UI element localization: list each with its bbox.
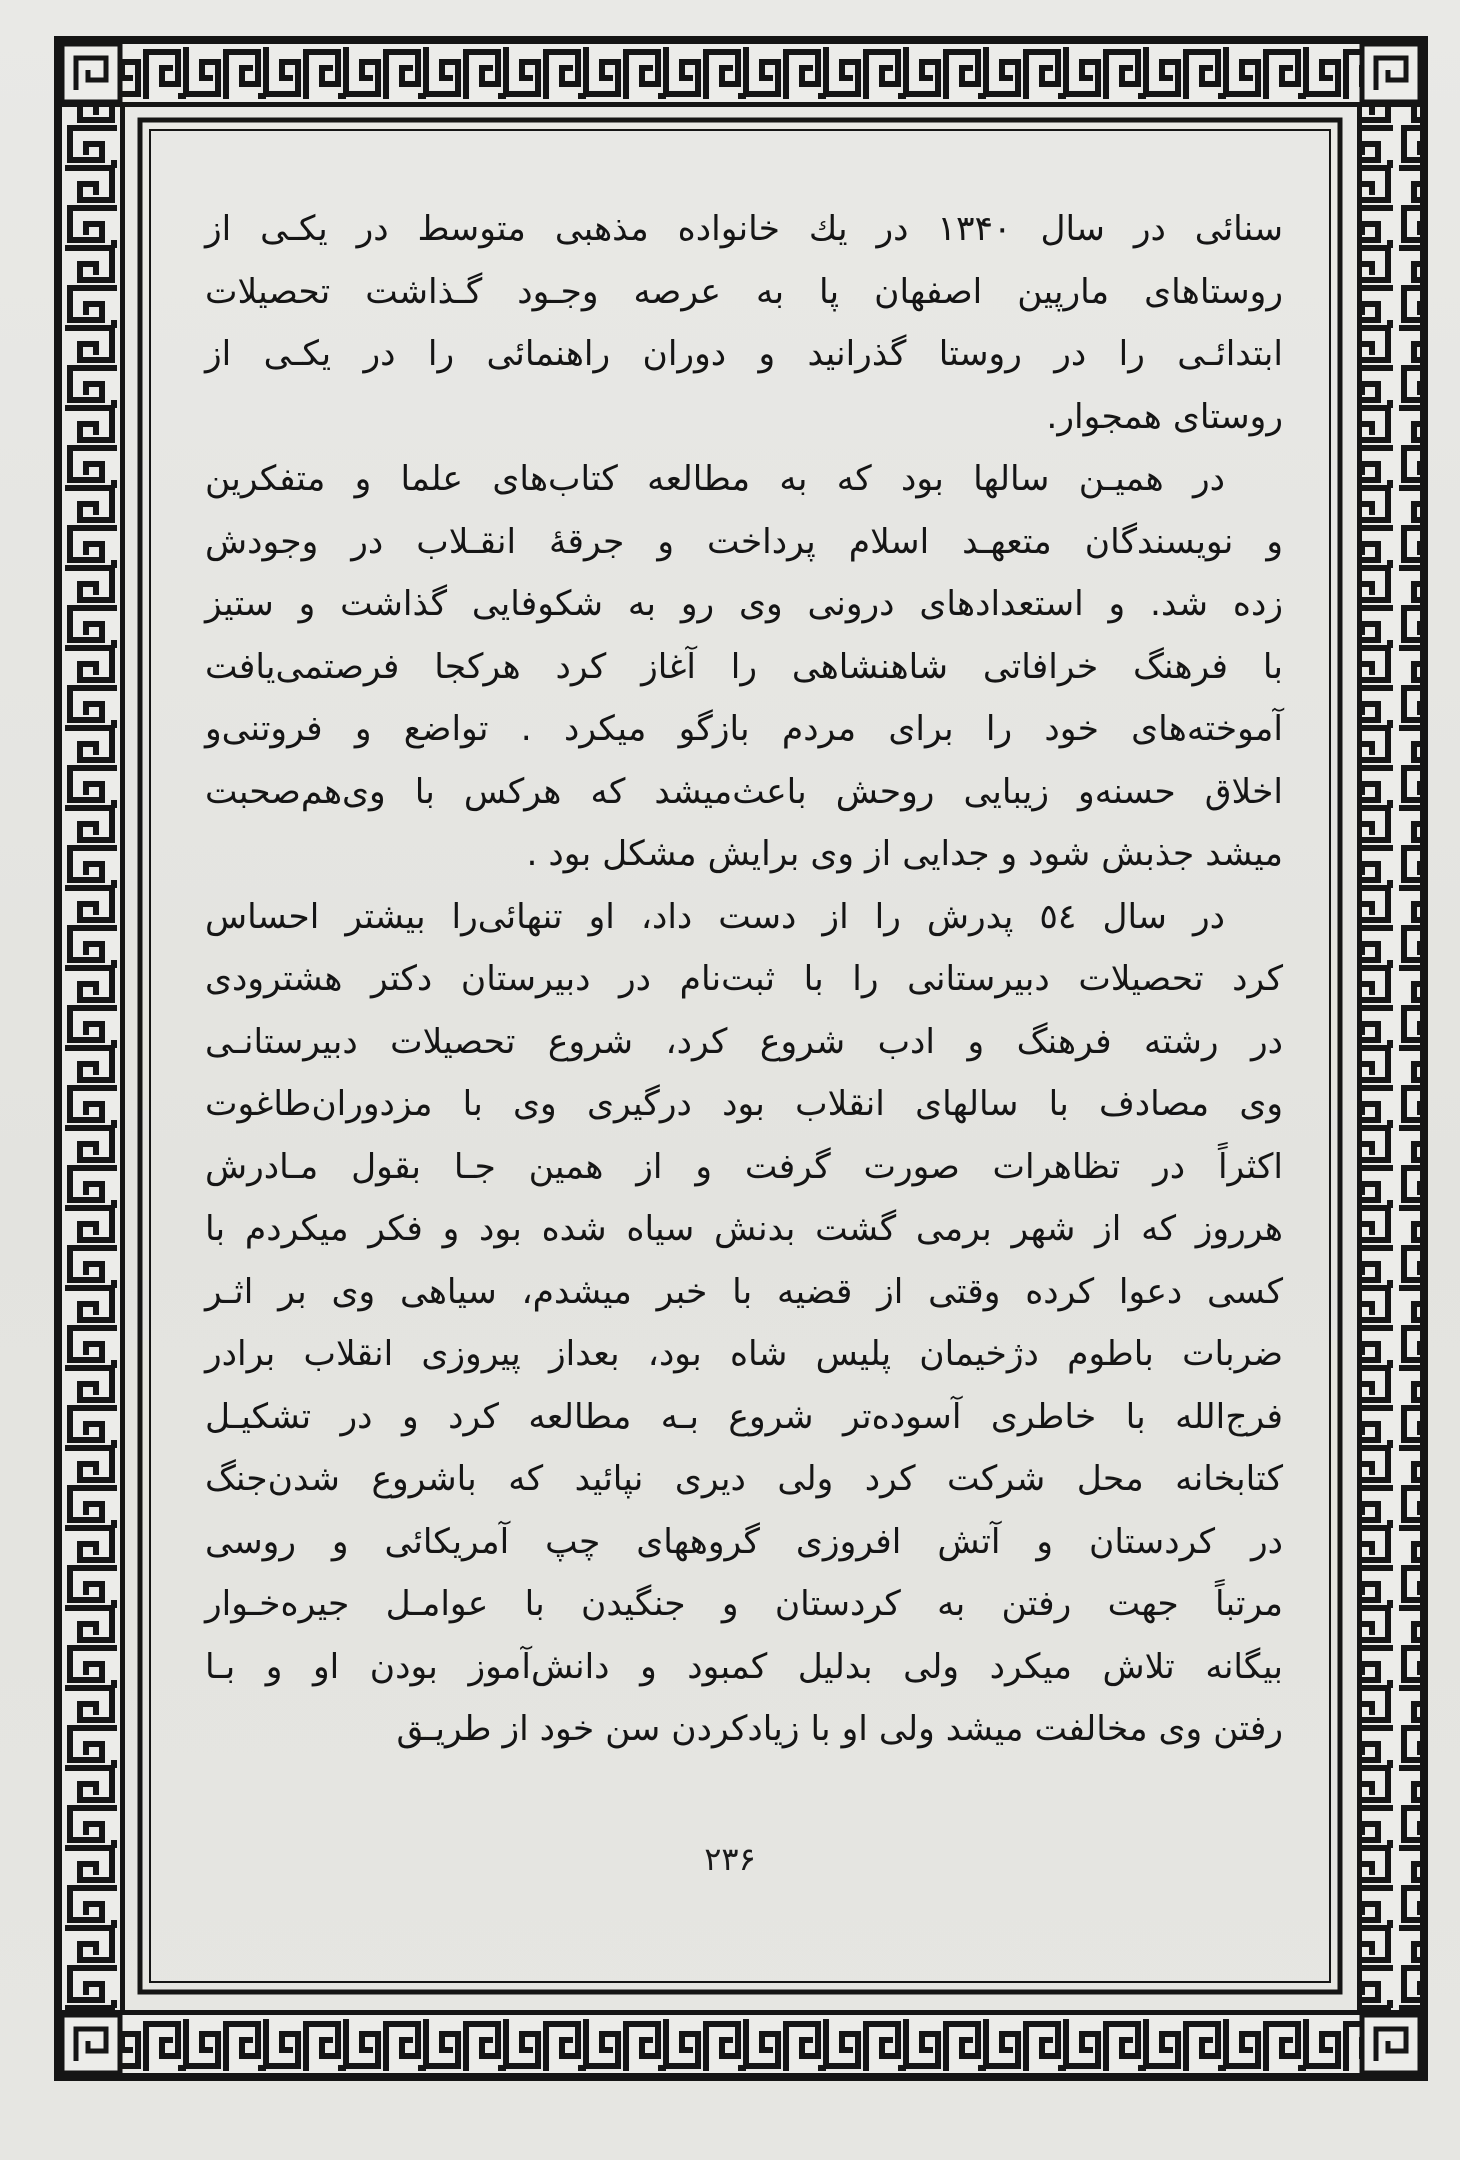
- text-line: وی مصادف با سالهای انقلاب بود درگیری وی با مزدوران‌طاغوت: [205, 1084, 1283, 1124]
- paragraph: [205, 448, 1283, 886]
- text-line: روستاهای مارپین اصفهان پا به عرصه وجـود گـذاشت تحصیلات: [205, 271, 1283, 312]
- text-line: آموخته‌های خود را برای مردم بازگو میکرد . تواضع و فروتنی‌و: [205, 709, 1283, 749]
- text-line: فرج‌الله با خاطری آسوده‌تر شروع بـه مطالعه کرد و در تشکیـل: [205, 1396, 1283, 1437]
- text-line: بیگانه تلاش میکرد ولی بدلیل کمبود و دانش‌آموز بودن او و بـا: [205, 1646, 1283, 1687]
- text-line: با فرهنگ خرافاتی شاهنشاهی را آغاز کرد هرکجا فرصتمی‌یافت: [205, 646, 1283, 687]
- paragraph: [205, 886, 1283, 1761]
- paragraph: [205, 198, 1283, 448]
- text-line: سنائی در سال ۱۳۴۰ در یك خانواده مذهبی متوسط در یکـی از: [205, 209, 1283, 249]
- text-line: و نویسندگان متعهـد اسلام پرداخت و جرقهٔ انقـلاب در وجودش: [205, 521, 1283, 562]
- text-line: کرد تحصیلات دبیرستانی را با ثبت‌نام در دبیرستان دکتر هشترودی: [205, 959, 1283, 999]
- text-line: میشد جذبش شود و جدایی از وی برایش مشکل بود .: [526, 834, 1283, 874]
- text-line: در سال ٥٤ پدرش را از دست داد، او تنهائی‌را بیشتر احساس: [205, 896, 1225, 937]
- text-line: هرروز که از شهر برمی گشت بدنش سیاه شده بود و فکر میکردم با: [205, 1209, 1283, 1249]
- text-line: کسی دعوا کرده وقتی از قضیه با خبر میشدم، سیاهی وی بر اثـر: [205, 1271, 1283, 1312]
- text-line: رفتن وی مخالفت میشد ولی او با زیادکردن سن خود از طریـق: [396, 1709, 1283, 1749]
- text-line: اخلاق حسنه‌و زیبایی روحش باعث‌میشد که هرکس با وی‌هم‌صحبت: [205, 771, 1283, 812]
- page-number: ۲۳۶: [704, 1840, 756, 1878]
- text-line: در کردستان و آتش افروزی گروههای چپ آمریکائی و روسی: [205, 1521, 1283, 1562]
- text-line: در رشته فرهنگ و ادب شروع کرد، شروع تحصیلات دبیرستانـی: [205, 1021, 1283, 1062]
- text-line: ابتدائـی را در روستا گذرانید و دوران راهنمائی را در یکـی از: [205, 334, 1283, 374]
- text-line: کتابخانه محل شرکت کرد ولی دیری نپائید که باشروع شدن‌جنگ: [205, 1459, 1283, 1499]
- text-line: در همیـن سالها بود که به مطالعه کتاب‌های علما و متفکرین: [205, 459, 1225, 499]
- text-line: مرتباً جهت رفتن به کردستان و جنگیدن با عوامـل جیره‌خـوار: [205, 1584, 1283, 1624]
- text-line: زده شد. و استعدادهای درونی وی رو به شکوفایی گذاشت و ستیز: [205, 584, 1283, 624]
- text-line: روستای همجوار.: [1046, 396, 1283, 437]
- text-line: ضربات باطوم دژخیمان پلیس شاه بود، بعداز پیروزی انقلاب برادر: [205, 1334, 1283, 1374]
- text-line: اکثراً در تظاهرات صورت گرفت و از همین جـا بقول مـادرش: [205, 1146, 1283, 1187]
- body-text: [205, 198, 1283, 1818]
